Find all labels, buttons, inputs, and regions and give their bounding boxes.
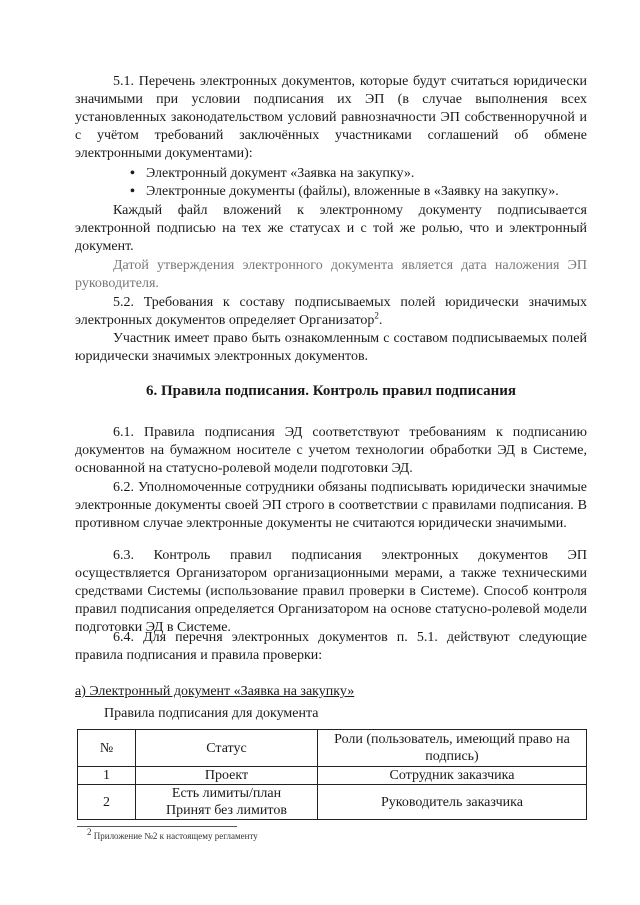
paragraph-approval-date: Датой утверждения электронного документа является дата наложения ЭП руководителя.: [75, 258, 587, 291]
row-status: Проект: [136, 767, 318, 785]
paragraph-6-1: 6.1. Правила подписания ЭД соответствуют требованиям к подписанию документов на бумажном носителе с учетом технологии обработки ЭД в Системе, основанной на статусно-ролевой модели подготовки ЭД.: [75, 425, 587, 476]
subsection-a-title: а) Электронный документ «Заявка на закупку»: [75, 684, 355, 699]
row-number: 1: [78, 767, 136, 785]
paragraph-attachments: Каждый файл вложений к электронному документу подписывается электронной подписью на тех же статусах и с той же ролью, что и электронный документ.: [75, 203, 587, 254]
paragraph-participant: Участник имеет право быть ознакомленным с составом подписываемых полей юридически значимых электронных документов.: [75, 331, 587, 364]
header-number: №: [78, 730, 136, 767]
row-status-line-2: Принят без лимитов: [166, 803, 287, 818]
row-role: Сотрудник заказчика: [318, 767, 587, 785]
table-caption: Правила подписания для документа: [104, 706, 319, 721]
header-status: Статус: [136, 730, 318, 767]
footnote: [87, 827, 258, 842]
paragraph-6-2: 6.2. Уполномоченные сотрудники обязаны подписывать юридически значимые электронные документы своей ЭП строго в соответствии с правилами подписания. В противном случае электронные документы не считаются юридически значимыми.: [75, 480, 587, 531]
row-status-line-1: Есть лимиты/план: [171, 786, 282, 801]
table-row: [78, 785, 587, 820]
footnote-ref: 2: [374, 310, 379, 321]
footnote-divider: [77, 826, 237, 827]
section-6-title: 6. Правила подписания. Контроль правил подписания: [145, 383, 517, 399]
row-number: 2: [78, 785, 136, 820]
table-row: [78, 767, 587, 785]
paragraph-6-3: 6.3. Контроль правил подписания электронных документов ЭП осуществляется Организатором организационными мерами, а также техническими средствами Системы (использование правил проверки в Системе). Способ контроля правил подписания определяется Организатором на основе статусно-ролевой модели подготовки ЭД в Системе.: [75, 548, 587, 635]
row-status: [136, 785, 318, 820]
paragraph-5-1: 5.1. Перечень электронных документов, которые будут считаться юридически значимыми при условии подписания их ЭП (в случае выполнения всех установленных законодательством условий равнозначности ЭП собственноручной и с учётом требований заключённых участниками соглашений об обмене электронными документами):: [75, 74, 587, 161]
paragraph-6-4: 6.4. Для перечня электронных документов п. 5.1. действуют следующие правила подписания и правила проверки:: [75, 630, 587, 663]
signing-rules-table: [77, 729, 587, 820]
paragraph-5-2-text: 5.2. Требования к составу подписываемых полей юридически значимых электронных документов определяет Организатор: [75, 295, 587, 328]
list-item: • Электронные документы (файлы), вложенные в «Заявку на закупку».: [130, 183, 590, 201]
paragraph-5-2-end: .: [378, 313, 383, 328]
table-header-row: [78, 730, 587, 767]
document-list: [130, 165, 590, 201]
header-roles: Роли (пользователь, имеющий право на подпись): [318, 730, 587, 767]
paragraph-5-2: [75, 294, 587, 330]
row-role: Руководитель заказчика: [318, 785, 587, 820]
footnote-mark: 2: [87, 827, 92, 837]
list-item: • Электронный документ «Заявка на закупку».: [130, 165, 590, 183]
footnote-text: Приложение №2 к настоящему регламенту: [93, 831, 258, 841]
